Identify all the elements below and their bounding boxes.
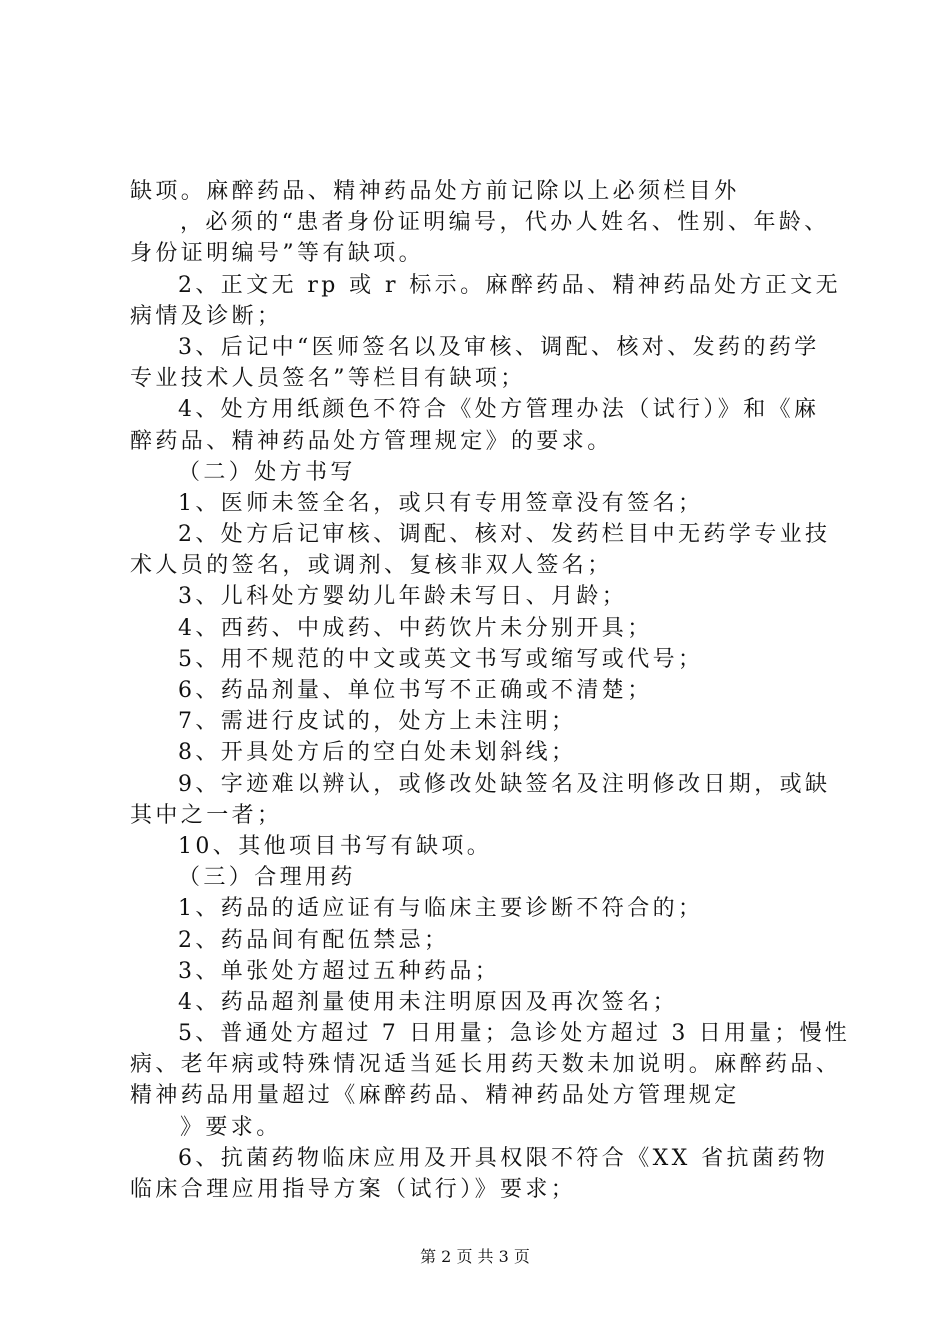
text-line: 1、药品的适应证有与临床主要诊断不符合的； — [178, 896, 704, 922]
text-line: 3、儿科处方婴幼儿年龄未写日、月龄； — [178, 584, 628, 610]
text-line: 》要求。 — [180, 1114, 282, 1140]
text-line: 身份证明编号”等有缺项。 — [130, 241, 425, 267]
text-line: 3、后记中“医师签名以及审核、调配、核对、发药的药学 — [178, 334, 820, 360]
text-line: 5、用不规范的中文或英文书写或缩写或代号； — [178, 646, 704, 672]
text-line: 4、药品超剂量使用未注明原因及再次签名； — [178, 989, 678, 1015]
text-line: 3、单张处方超过五种药品； — [178, 958, 501, 984]
page-number-footer: 第 2 页 共 3 页 — [420, 1247, 530, 1266]
text-line: 1、医师未签全名，或只有专用签章没有签名； — [178, 490, 704, 516]
text-line: 其中之一者； — [130, 802, 283, 828]
text-line: 临床合理应用指导方案（试行）》要求； — [130, 1177, 577, 1202]
text-line: 2、处方后记审核、调配、核对、发药栏目中无药学专业技 — [178, 522, 831, 548]
text-line: 2、药品间有配伍禁忌； — [178, 927, 450, 953]
text-line: 醉药品、精神药品处方管理规定》的要求。 — [130, 428, 613, 454]
text-line: 缺项。麻醉药品、精神药品处方前记除以上必须栏目外 — [130, 179, 740, 204]
text-line: 术人员的签名，或调剂、复核非双人签名； — [130, 553, 613, 579]
text-line: 6、药品剂量、单位书写不正确或不清楚； — [178, 678, 653, 703]
document-body — [130, 176, 850, 1205]
text-line: 5、普通处方超过 7 日用量；急诊处方超过 3 日用量；慢性 — [178, 1021, 850, 1047]
text-line: 9、字迹难以辨认，或修改处缺签名及注明修改日期，或缺 — [178, 771, 831, 797]
section-heading: （二）处方书写 — [178, 459, 356, 485]
text-line: 10、其他项目书写有缺项。 — [178, 833, 493, 859]
text-line: 6、抗菌药物临床应用及开具权限不符合《XX 省抗菌药物 — [178, 1145, 829, 1171]
text-line: ，必须的“患者身份证明编号，代办人姓名、性别、年龄、 — [180, 210, 830, 236]
text-line: 专业技术人员签名”等栏目有缺项； — [130, 366, 526, 392]
text-line: 8、开具处方后的空白处未划斜线； — [178, 740, 577, 766]
text-line: 病情及诊断； — [130, 303, 283, 329]
section-heading: （三）合理用药 — [178, 865, 356, 891]
text-line: 4、西药、中成药、中药饮片未分别开具； — [178, 615, 653, 641]
text-line: 病、老年病或特殊情况适当延长用药天数未加说明。麻醉药品、 — [130, 1052, 842, 1078]
text-line: 2、正文无 rp 或 r 标示。麻醉药品、精神药品处方正文无 — [178, 272, 842, 298]
text-line: 精神药品用量超过《麻醉药品、精神药品处方管理规定 — [130, 1083, 740, 1109]
text-line: 7、需进行皮试的，处方上未注明； — [178, 709, 577, 735]
text-line: 4、处方用纸颜色不符合《处方管理办法（试行）》和《麻 — [178, 397, 820, 423]
